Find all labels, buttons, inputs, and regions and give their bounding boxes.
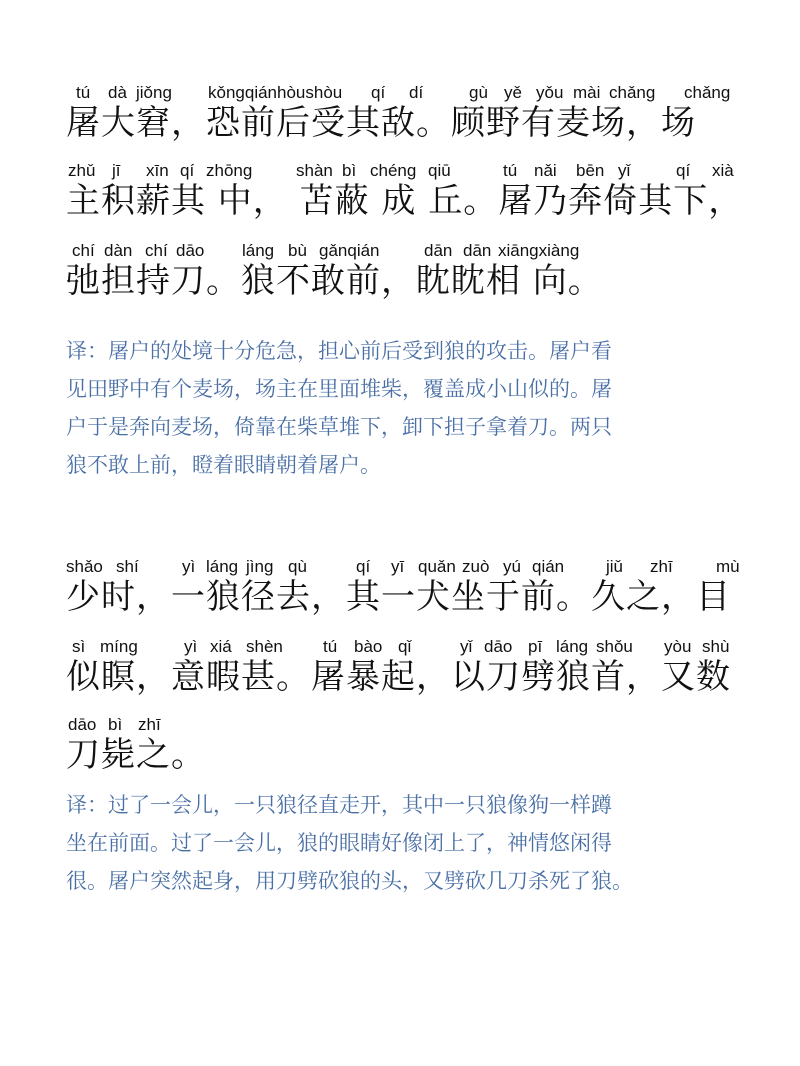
pinyin: chéng	[370, 161, 417, 180]
pinyin: yī	[391, 557, 405, 576]
pinyin: dà	[108, 83, 127, 102]
pinyin: míng	[100, 637, 138, 656]
pinyin: yě	[504, 83, 522, 102]
pinyin: mù	[716, 557, 740, 576]
pinyin: jìng	[246, 557, 274, 576]
pinyin: sì	[72, 637, 86, 656]
pinyin: dān	[463, 241, 492, 260]
pinyin: yǐ	[460, 637, 473, 656]
pinyin: shàn	[296, 161, 333, 180]
pinyin: jiǔ	[606, 557, 624, 576]
pinyin: qù	[288, 557, 307, 576]
hanzi-text: 刀毙之。	[66, 735, 206, 775]
pinyin: kǒngqiánhòushòu	[208, 83, 343, 102]
pinyin: xià	[712, 161, 734, 180]
pinyin: tú	[76, 83, 91, 102]
pinyin: yǒu	[536, 83, 564, 102]
pinyin: yú	[503, 557, 521, 576]
pinyin: shǒu	[596, 637, 633, 656]
pinyin: quǎn	[418, 557, 456, 576]
pinyin: tú	[323, 637, 338, 656]
pinyin: zhī	[650, 557, 673, 576]
verse-line-3	[66, 242, 746, 312]
pinyin: dàn	[104, 241, 133, 260]
translation-block-1	[66, 332, 746, 484]
pinyin: qí	[371, 83, 386, 102]
pinyin: tú	[503, 161, 518, 180]
pinyin: yì	[184, 637, 198, 656]
pinyin: zhōng	[206, 161, 253, 180]
hanzi-text: 似瞑，意暇甚。屠暴起，以刀劈狼首，又数	[66, 657, 731, 697]
translation-line: 见田野中有个麦场，场主在里面堆柴，覆盖成小山似的。屠	[66, 377, 612, 401]
translation-line: 户于是奔向麦场，倚靠在柴草堆下，卸下担子拿着刀。两只	[66, 415, 612, 439]
pinyin: dāo	[176, 241, 205, 260]
pinyin: dí	[409, 83, 424, 102]
pinyin: nǎi	[534, 161, 557, 180]
translation-block-2	[66, 786, 746, 900]
pinyin: dāo	[484, 637, 513, 656]
hanzi-text: 少时，一狼径去，其一犬坐于前。久之，目	[66, 577, 731, 617]
pinyin: qí	[356, 557, 371, 576]
pinyin: bù	[288, 241, 307, 260]
verse-line-1	[66, 84, 746, 154]
translation-line: 狼不敢上前，瞪着眼睛朝着屠户。	[66, 453, 381, 477]
pinyin: bì	[108, 715, 123, 734]
pinyin: qián	[532, 557, 565, 576]
pinyin: qí	[676, 161, 691, 180]
pinyin: xiāngxiàng	[498, 241, 580, 260]
pinyin: xiá	[210, 637, 232, 656]
hanzi-text: 弛担持刀。狼不敢前，眈眈相 向。	[66, 261, 603, 301]
verse-line-5	[66, 638, 746, 708]
translation-line: 译：屠户的处境十分危急，担心前后受到狼的攻击。屠户看	[66, 339, 612, 363]
pinyin: shí	[116, 557, 139, 576]
pinyin: jī	[112, 161, 121, 180]
pinyin: qiū	[428, 161, 451, 180]
pinyin: dāo	[68, 715, 97, 734]
translation-line: 坐在前面。过了一会儿，狼的眼睛好像闭上了，神情悠闲得	[66, 831, 612, 855]
verse-line-6	[66, 716, 746, 786]
pinyin: yòu	[664, 637, 692, 656]
pinyin: láng	[206, 557, 239, 576]
pinyin: shǎo	[66, 557, 103, 576]
pinyin: xīn	[146, 161, 169, 180]
pinyin: dān	[424, 241, 453, 260]
pinyin: bēn	[576, 161, 605, 180]
pinyin: bào	[354, 637, 383, 656]
pinyin: pī	[528, 637, 543, 656]
translation-line: 很。屠户突然起身，用刀劈砍狼的头，又劈砍几刀杀死了狼。	[66, 869, 633, 893]
pinyin: bì	[342, 161, 357, 180]
verse-line-4	[66, 558, 746, 628]
verse-line-2	[66, 162, 746, 232]
translation-line: 译：过了一会儿，一只狼径直走开，其中一只狼像狗一样蹲	[66, 793, 612, 817]
pinyin: gù	[469, 83, 488, 102]
pinyin: zuò	[462, 557, 490, 576]
pinyin: chǎng	[684, 83, 731, 102]
pinyin: láng	[556, 637, 589, 656]
pinyin: láng	[242, 241, 275, 260]
pinyin: jiǒng	[136, 83, 172, 102]
pinyin: chí	[145, 241, 168, 260]
pinyin: chǎng	[609, 83, 656, 102]
pinyin: yì	[182, 557, 196, 576]
pinyin: qí	[180, 161, 195, 180]
hanzi-text: 屠大窘，恐前后受其敌。顾野有麦场，场	[66, 103, 696, 143]
pinyin: shù	[702, 637, 730, 656]
hanzi-text: 主积薪其 中， 苫蔽 成 丘。屠乃奔倚其下，	[66, 181, 744, 221]
pinyin: zhī	[138, 715, 161, 734]
pinyin: gǎnqián	[319, 241, 380, 260]
pinyin: mài	[573, 83, 601, 102]
pinyin: yǐ	[618, 161, 631, 180]
pinyin: zhǔ	[68, 161, 96, 180]
pinyin: shèn	[246, 637, 283, 656]
pinyin: qǐ	[398, 637, 412, 656]
pinyin: chí	[72, 241, 95, 260]
